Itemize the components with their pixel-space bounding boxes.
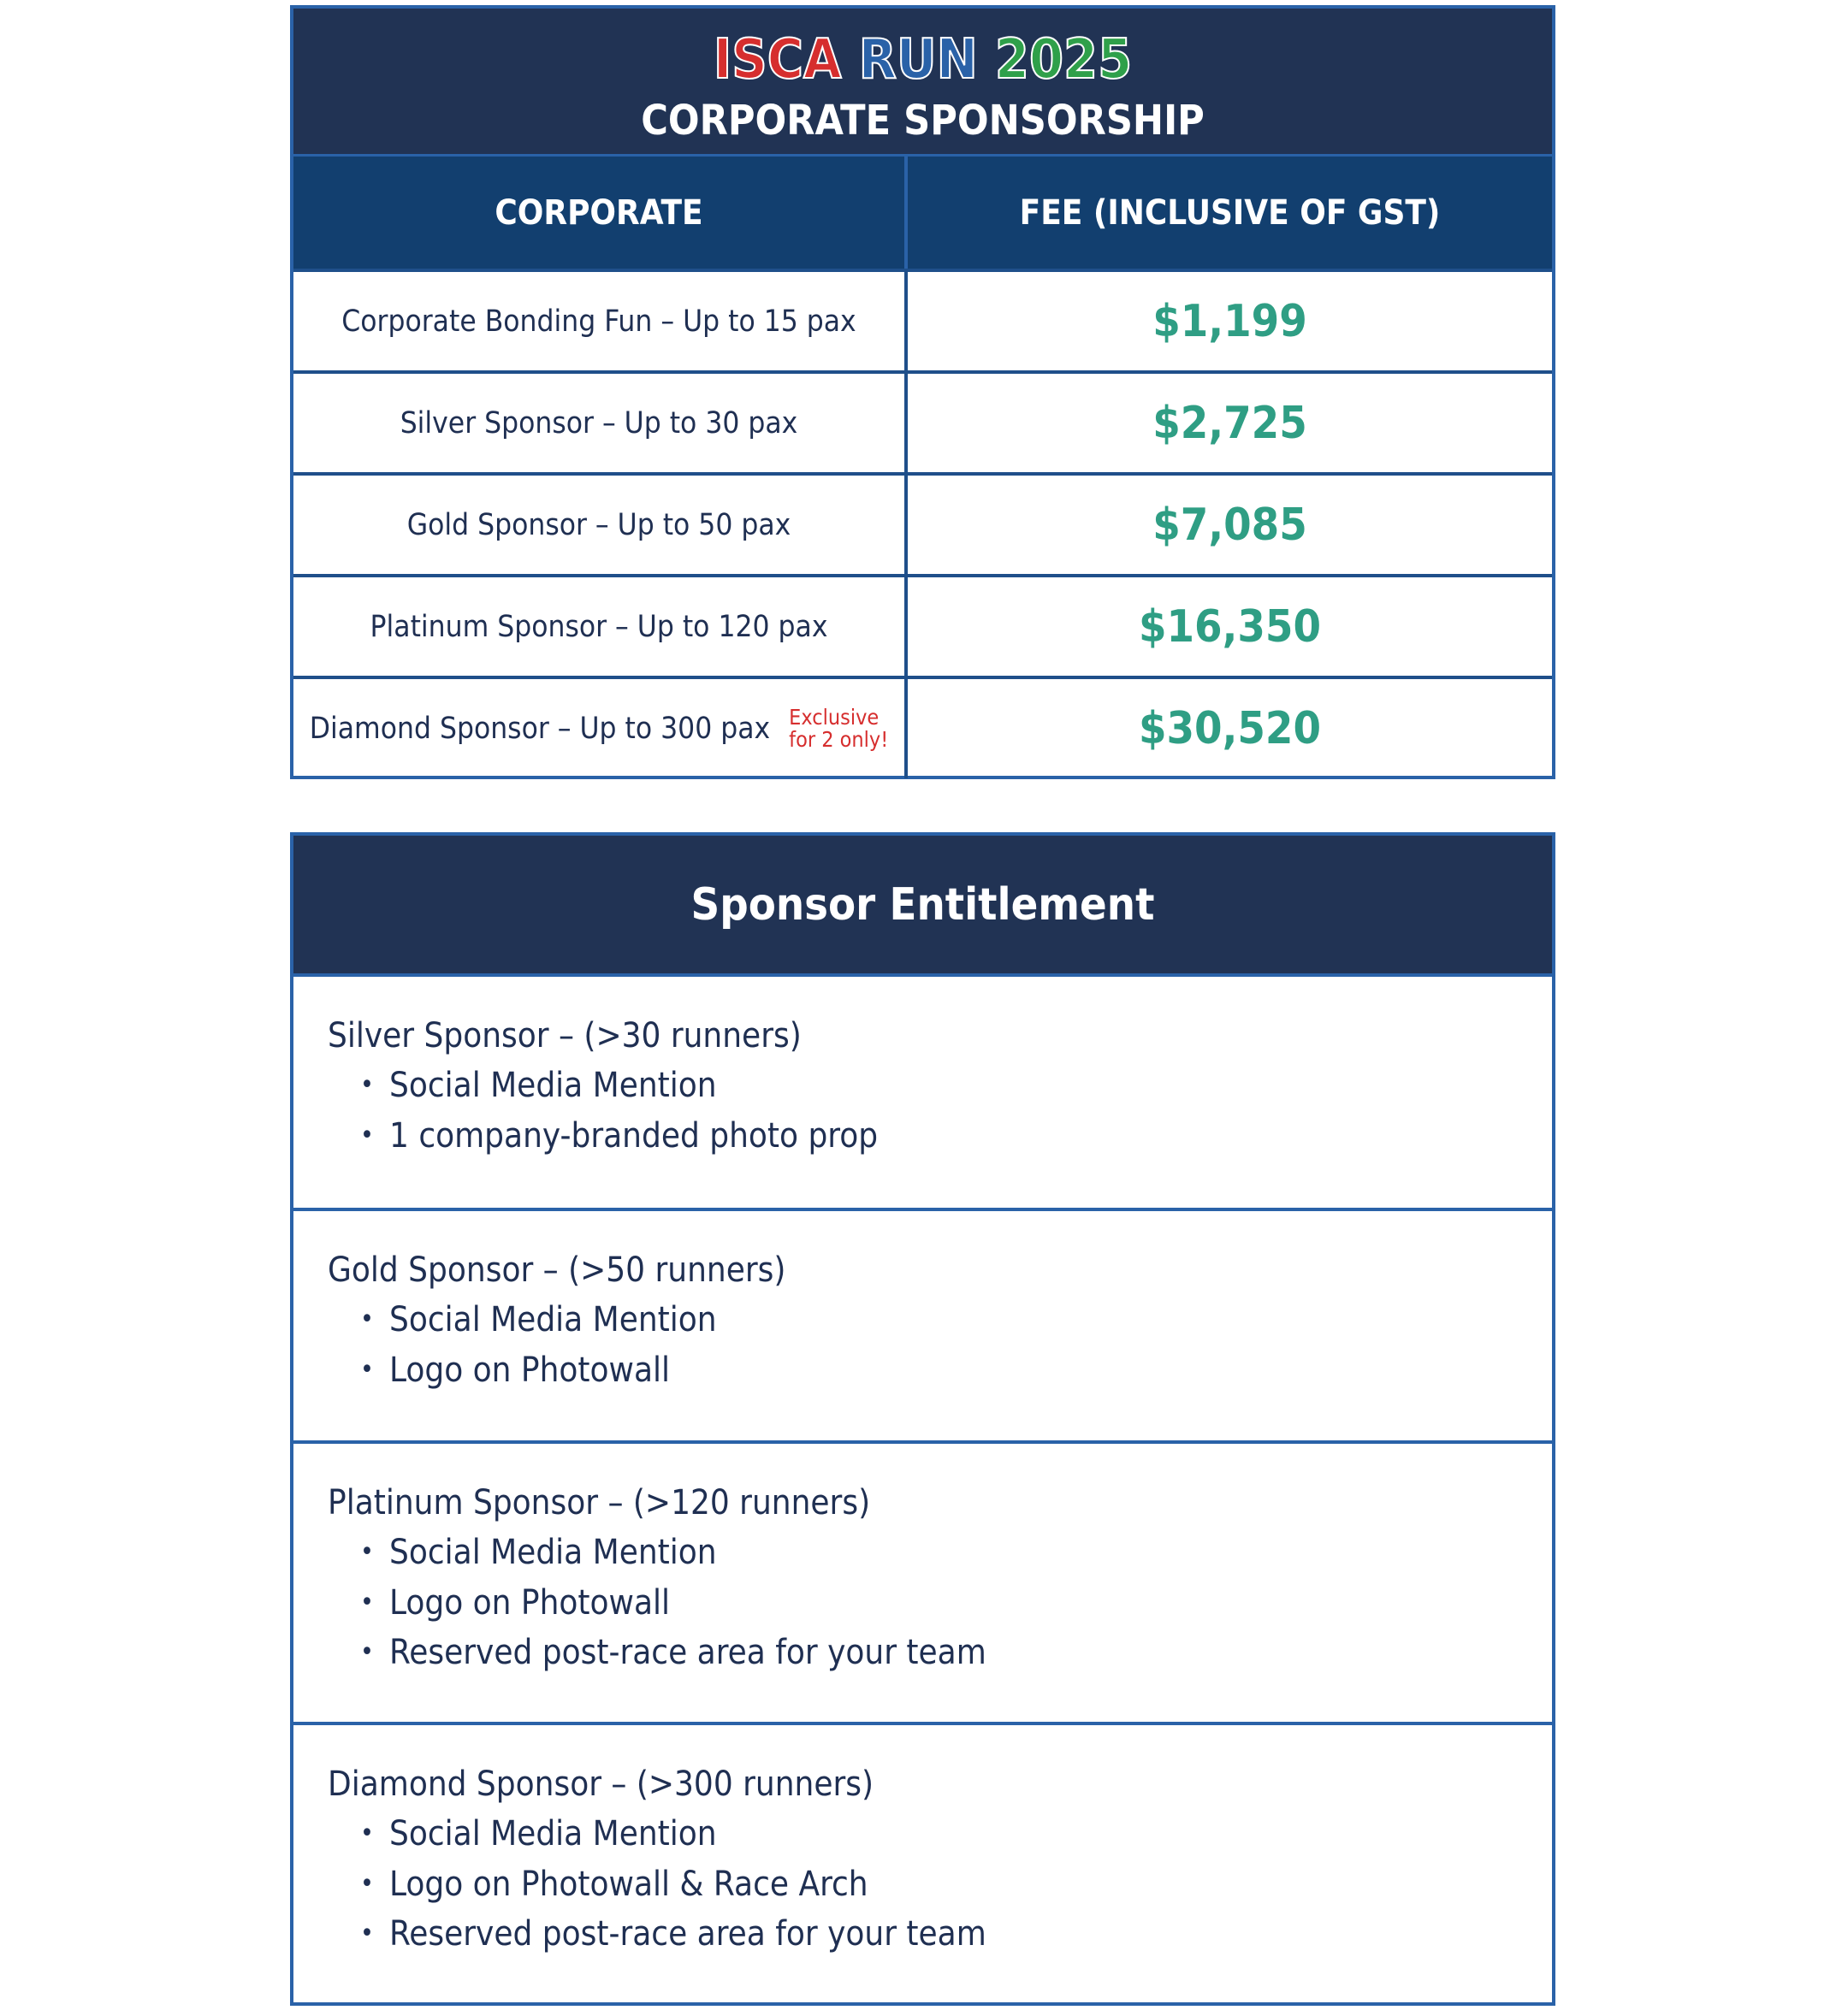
benefit-list	[328, 1295, 1552, 1395]
tier-section-platinum	[293, 1444, 1552, 1722]
package-name: Corporate Bonding Fun – Up to 15 pax	[293, 272, 908, 371]
tier-section-silver	[293, 977, 1552, 1208]
list-item: • Logo on Photowall & Race Arch	[389, 1859, 1552, 1910]
list-item: • Logo on Photowall	[389, 1578, 1552, 1629]
list-item: • Social Media Mention	[389, 1295, 1552, 1345]
sponsorship-title: CORPORATE SPONSORSHIP	[641, 97, 1205, 145]
sponsorship-table	[290, 5, 1555, 779]
entitlement-title: Sponsor Entitlement	[293, 836, 1552, 977]
benefit-list	[328, 1061, 1552, 1161]
column-header-fee: FEE (INCLUSIVE OF GST)	[908, 154, 1552, 269]
benefit-list	[328, 1528, 1552, 1678]
list-item: • Social Media Mention	[389, 1061, 1552, 1111]
table-row	[293, 269, 1552, 371]
package-name: Platinum Sponsor – Up to 120 pax	[293, 577, 908, 677]
table-row	[293, 370, 1552, 473]
package-fee: $1,199	[1152, 296, 1307, 347]
package-fee: $2,725	[1152, 398, 1307, 449]
event-logo: ISCA RUN 2025	[713, 28, 1133, 92]
package-name: Diamond Sponsor – Up to 300 pax	[309, 712, 771, 746]
list-item: • 1 company-branded photo prop	[389, 1111, 1552, 1162]
tier-section-diamond	[293, 1725, 1552, 2003]
tier-section-gold	[293, 1211, 1552, 1442]
package-fee: $30,520	[1138, 703, 1322, 754]
entitlement-table	[290, 832, 1555, 2006]
package-name-cell	[293, 679, 908, 778]
package-name: Silver Sponsor – Up to 30 pax	[293, 374, 908, 473]
tier-name: Diamond Sponsor – (>300 runners)	[328, 1765, 874, 1804]
tier-name: Platinum Sponsor – (>120 runners)	[328, 1483, 871, 1522]
package-name: Gold Sponsor – Up to 50 pax	[293, 476, 908, 575]
list-item: • Reserved post-race area for your team	[389, 1628, 1552, 1678]
tier-name: Silver Sponsor – (>30 runners)	[328, 1016, 802, 1055]
list-item: • Social Media Mention	[389, 1809, 1552, 1859]
list-item: • Logo on Photowall	[389, 1345, 1552, 1396]
package-fee: $16,350	[1138, 601, 1322, 653]
list-item: • Reserved post-race area for your team	[389, 1909, 1552, 1960]
benefit-list	[328, 1809, 1552, 1960]
table-row	[293, 472, 1552, 575]
package-fee: $7,085	[1152, 500, 1307, 551]
table-row	[293, 574, 1552, 677]
tier-name: Gold Sponsor – (>50 runners)	[328, 1250, 786, 1290]
list-item: • Social Media Mention	[389, 1528, 1552, 1578]
sponsorship-header	[293, 9, 1552, 154]
exclusive-note: Exclusive for 2 only!	[789, 705, 889, 752]
column-header-corporate: CORPORATE	[293, 154, 908, 269]
table-row	[293, 676, 1552, 779]
